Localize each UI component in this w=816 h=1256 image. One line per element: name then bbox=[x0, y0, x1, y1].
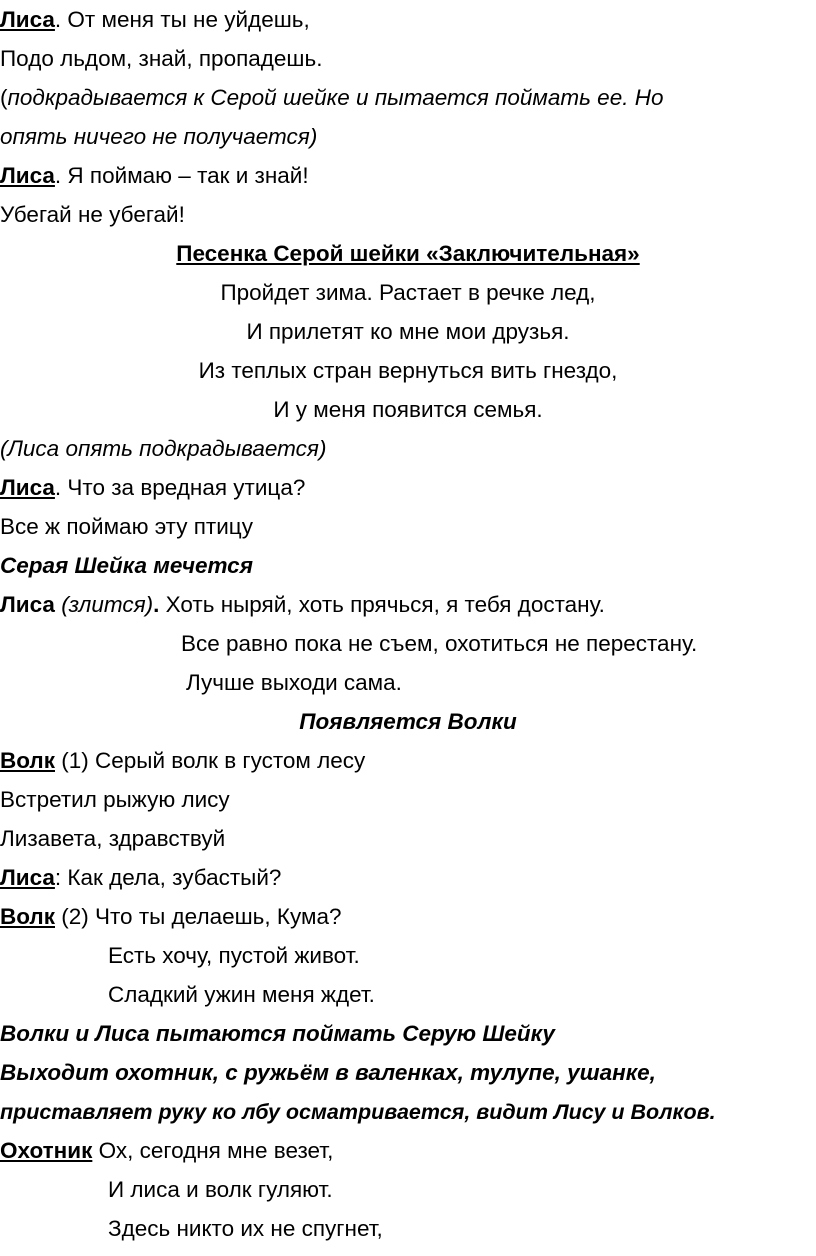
line-text: . Что за вредная утица? bbox=[54, 475, 306, 500]
dialogue-line bbox=[0, 509, 253, 547]
stage-direction bbox=[0, 704, 816, 742]
line-text: Сладкий ужин меня ждет. bbox=[108, 982, 375, 1007]
speaker-name: Лиса bbox=[0, 163, 55, 188]
stage-direction bbox=[0, 1094, 716, 1132]
dialogue-line bbox=[0, 158, 309, 196]
speaker-name: Волк bbox=[0, 748, 55, 773]
dialogue-line bbox=[0, 860, 281, 898]
song-title bbox=[0, 236, 816, 274]
line-text: Выходит охотник, с ружьём в валенках, тулупе, ушанке, bbox=[0, 1060, 656, 1085]
line-text: Пройдет зима. Растает в речке лед, bbox=[220, 280, 596, 305]
dialogue-line bbox=[0, 2, 310, 40]
line-text: Все равно пока не съем, охотиться не перестану. bbox=[181, 631, 698, 656]
line-text: Все ж поймаю эту птицу bbox=[0, 514, 253, 539]
line-text: подкрадывается к Серой шейке и пытается поймать ее. Но bbox=[7, 85, 664, 110]
open-paren: ( bbox=[0, 85, 8, 110]
dialogue-line bbox=[0, 821, 225, 859]
line-text: Из теплых стран вернуться вить гнездо, bbox=[198, 358, 618, 383]
line-text: И у меня появится семья. bbox=[273, 397, 543, 422]
dialogue-line bbox=[0, 743, 365, 781]
dialogue-line bbox=[0, 197, 185, 235]
line-text: Убегай не убегай! bbox=[0, 202, 185, 227]
line-text: Появляется Волки bbox=[299, 709, 517, 734]
line-text: И лиса и волк гуляют. bbox=[108, 1177, 333, 1202]
line-text: Лизавета, здравствуй bbox=[0, 826, 226, 851]
speaker-name: Волк bbox=[0, 904, 55, 929]
stage-direction bbox=[0, 1055, 656, 1093]
dialogue-line bbox=[0, 41, 322, 79]
dialogue-line bbox=[186, 665, 402, 703]
dialogue-line bbox=[181, 626, 697, 664]
dialogue-line bbox=[108, 1211, 383, 1249]
line-text: опять ничего не получается) bbox=[0, 124, 318, 149]
dialogue-line bbox=[0, 782, 230, 820]
song-line bbox=[0, 353, 816, 391]
song-line bbox=[0, 392, 816, 430]
dialogue-line bbox=[108, 1172, 333, 1210]
line-text: Лучше выходи сама. bbox=[186, 670, 402, 695]
line-text: : Как дела, зубастый? bbox=[54, 865, 282, 890]
line-text: (1) Серый волк в густом лесу bbox=[55, 748, 366, 773]
line-text: приставляет руку ко лбу осматривается, видит Лису и Волков. bbox=[0, 1100, 716, 1124]
dialogue-line bbox=[0, 1133, 333, 1171]
dialogue-line bbox=[0, 899, 341, 937]
line-text: Встретил рыжую лису bbox=[0, 787, 230, 812]
line-text: Здесь никто их не спугнет, bbox=[108, 1216, 383, 1241]
stage-direction bbox=[0, 80, 663, 118]
line-text: Хоть ныряй, хоть прячься, я тебя достану. bbox=[165, 592, 605, 617]
line-text: . Я поймаю – так и знай! bbox=[54, 163, 309, 188]
dialogue-line bbox=[108, 977, 375, 1015]
dialogue-line bbox=[108, 938, 360, 976]
speaker-name: Лиса bbox=[0, 475, 55, 500]
stage-direction bbox=[0, 119, 317, 157]
stage-direction bbox=[0, 548, 253, 586]
speaker-note: (злится) bbox=[61, 592, 154, 617]
line-text: Песенка Серой шейки «Заключительная» bbox=[176, 241, 640, 266]
stage-direction bbox=[0, 431, 326, 469]
speaker-name: Лиса bbox=[0, 592, 55, 617]
speaker-name: Лиса bbox=[0, 865, 55, 890]
line-text: (Лиса опять подкрадывается) bbox=[0, 436, 327, 461]
line-text: (2) Что ты делаешь, Кума? bbox=[55, 904, 342, 929]
speaker-name: Лиса bbox=[0, 7, 55, 32]
stage-direction bbox=[0, 1016, 555, 1054]
speaker-dot: . bbox=[153, 592, 160, 617]
line-text: Есть хочу, пустой живот. bbox=[108, 943, 360, 968]
line-text: Подо льдом, знай, пропадешь. bbox=[0, 46, 323, 71]
line-text: Ох, сегодня мне везет, bbox=[92, 1138, 334, 1163]
line-text: . От меня ты не уйдешь, bbox=[54, 7, 310, 32]
line-text: И прилетят ко мне мои друзья. bbox=[246, 319, 570, 344]
song-line bbox=[0, 275, 816, 313]
dialogue-line bbox=[0, 587, 605, 625]
song-line bbox=[0, 314, 816, 352]
line-text: Волки и Лиса пытаются поймать Серую Шейку bbox=[0, 1021, 555, 1046]
speaker-name: Охотник bbox=[0, 1138, 93, 1163]
line-text: Серая Шейка мечется bbox=[0, 553, 253, 578]
dialogue-line bbox=[0, 470, 305, 508]
